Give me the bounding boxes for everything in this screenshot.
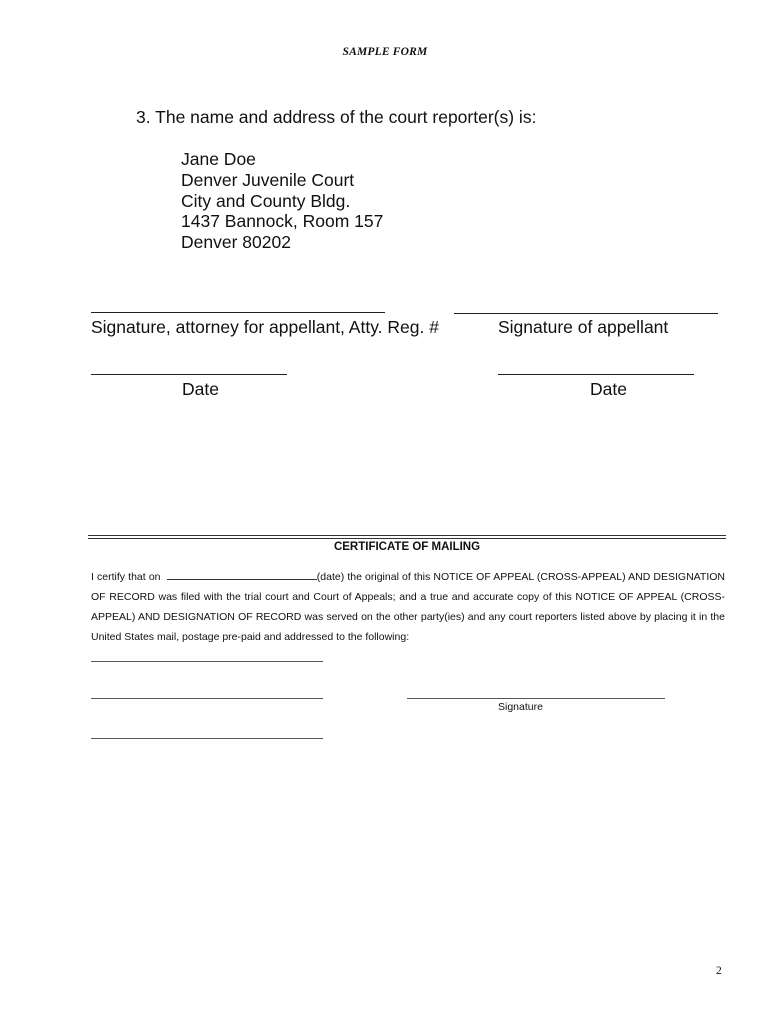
certificate-body (91, 567, 725, 647)
appellant-signature-line[interactable] (454, 313, 718, 314)
certificate-text-start: I certify that on (91, 571, 161, 583)
certificate-signature-line[interactable] (407, 698, 665, 699)
address-line-court: Denver Juvenile Court (181, 169, 355, 190)
recipient-line-2[interactable] (91, 698, 323, 699)
attorney-signature-line[interactable] (91, 312, 385, 313)
court-reporter-address (181, 149, 383, 253)
form-header: SAMPLE FORM (342, 46, 428, 58)
attorney-signature-label: Signature, attorney for appellant, Atty. Reg. # (91, 317, 439, 337)
attorney-date-label: Date (182, 379, 219, 399)
address-line-street: 1437 Bannock, Room 157 (181, 211, 384, 232)
certificate-title: CERTIFICATE OF MAILING (333, 541, 481, 553)
attorney-date-line[interactable] (91, 374, 287, 375)
appellant-date-line[interactable] (498, 374, 694, 375)
certificate-text-rest: (date) the original of this NOTICE OF APPEAL (CROSS-APPEAL) AND DESIGNATION OF RECORD was filed with the trial court and Court of Appeals; and a true and accurate copy of this NOTICE OF APPEAL (CROSS-APPEAL) AND DESIGNATION OF RECORD was served on the other party(ies) and any court reporters listed above by placing it in the United States mail, postage pre-paid and addressed to the following: (91, 571, 725, 643)
appellant-signature-label: Signature of appellant (498, 317, 669, 337)
certificate-divider (88, 535, 726, 539)
page-number: 2 (716, 965, 722, 977)
address-line-building: City and County Bldg. (181, 190, 351, 211)
recipient-line-1[interactable] (91, 661, 323, 662)
address-line-city: Denver 80202 (181, 232, 291, 253)
certificate-signature-label: Signature (498, 701, 543, 713)
recipient-line-3[interactable] (91, 738, 323, 739)
address-line-name: Jane Doe (181, 149, 256, 169)
appellant-date-label: Date (590, 379, 627, 399)
mailing-date-blank[interactable] (167, 569, 317, 580)
section-3-title: 3. The name and address of the court reporter(s) is: (136, 107, 537, 127)
